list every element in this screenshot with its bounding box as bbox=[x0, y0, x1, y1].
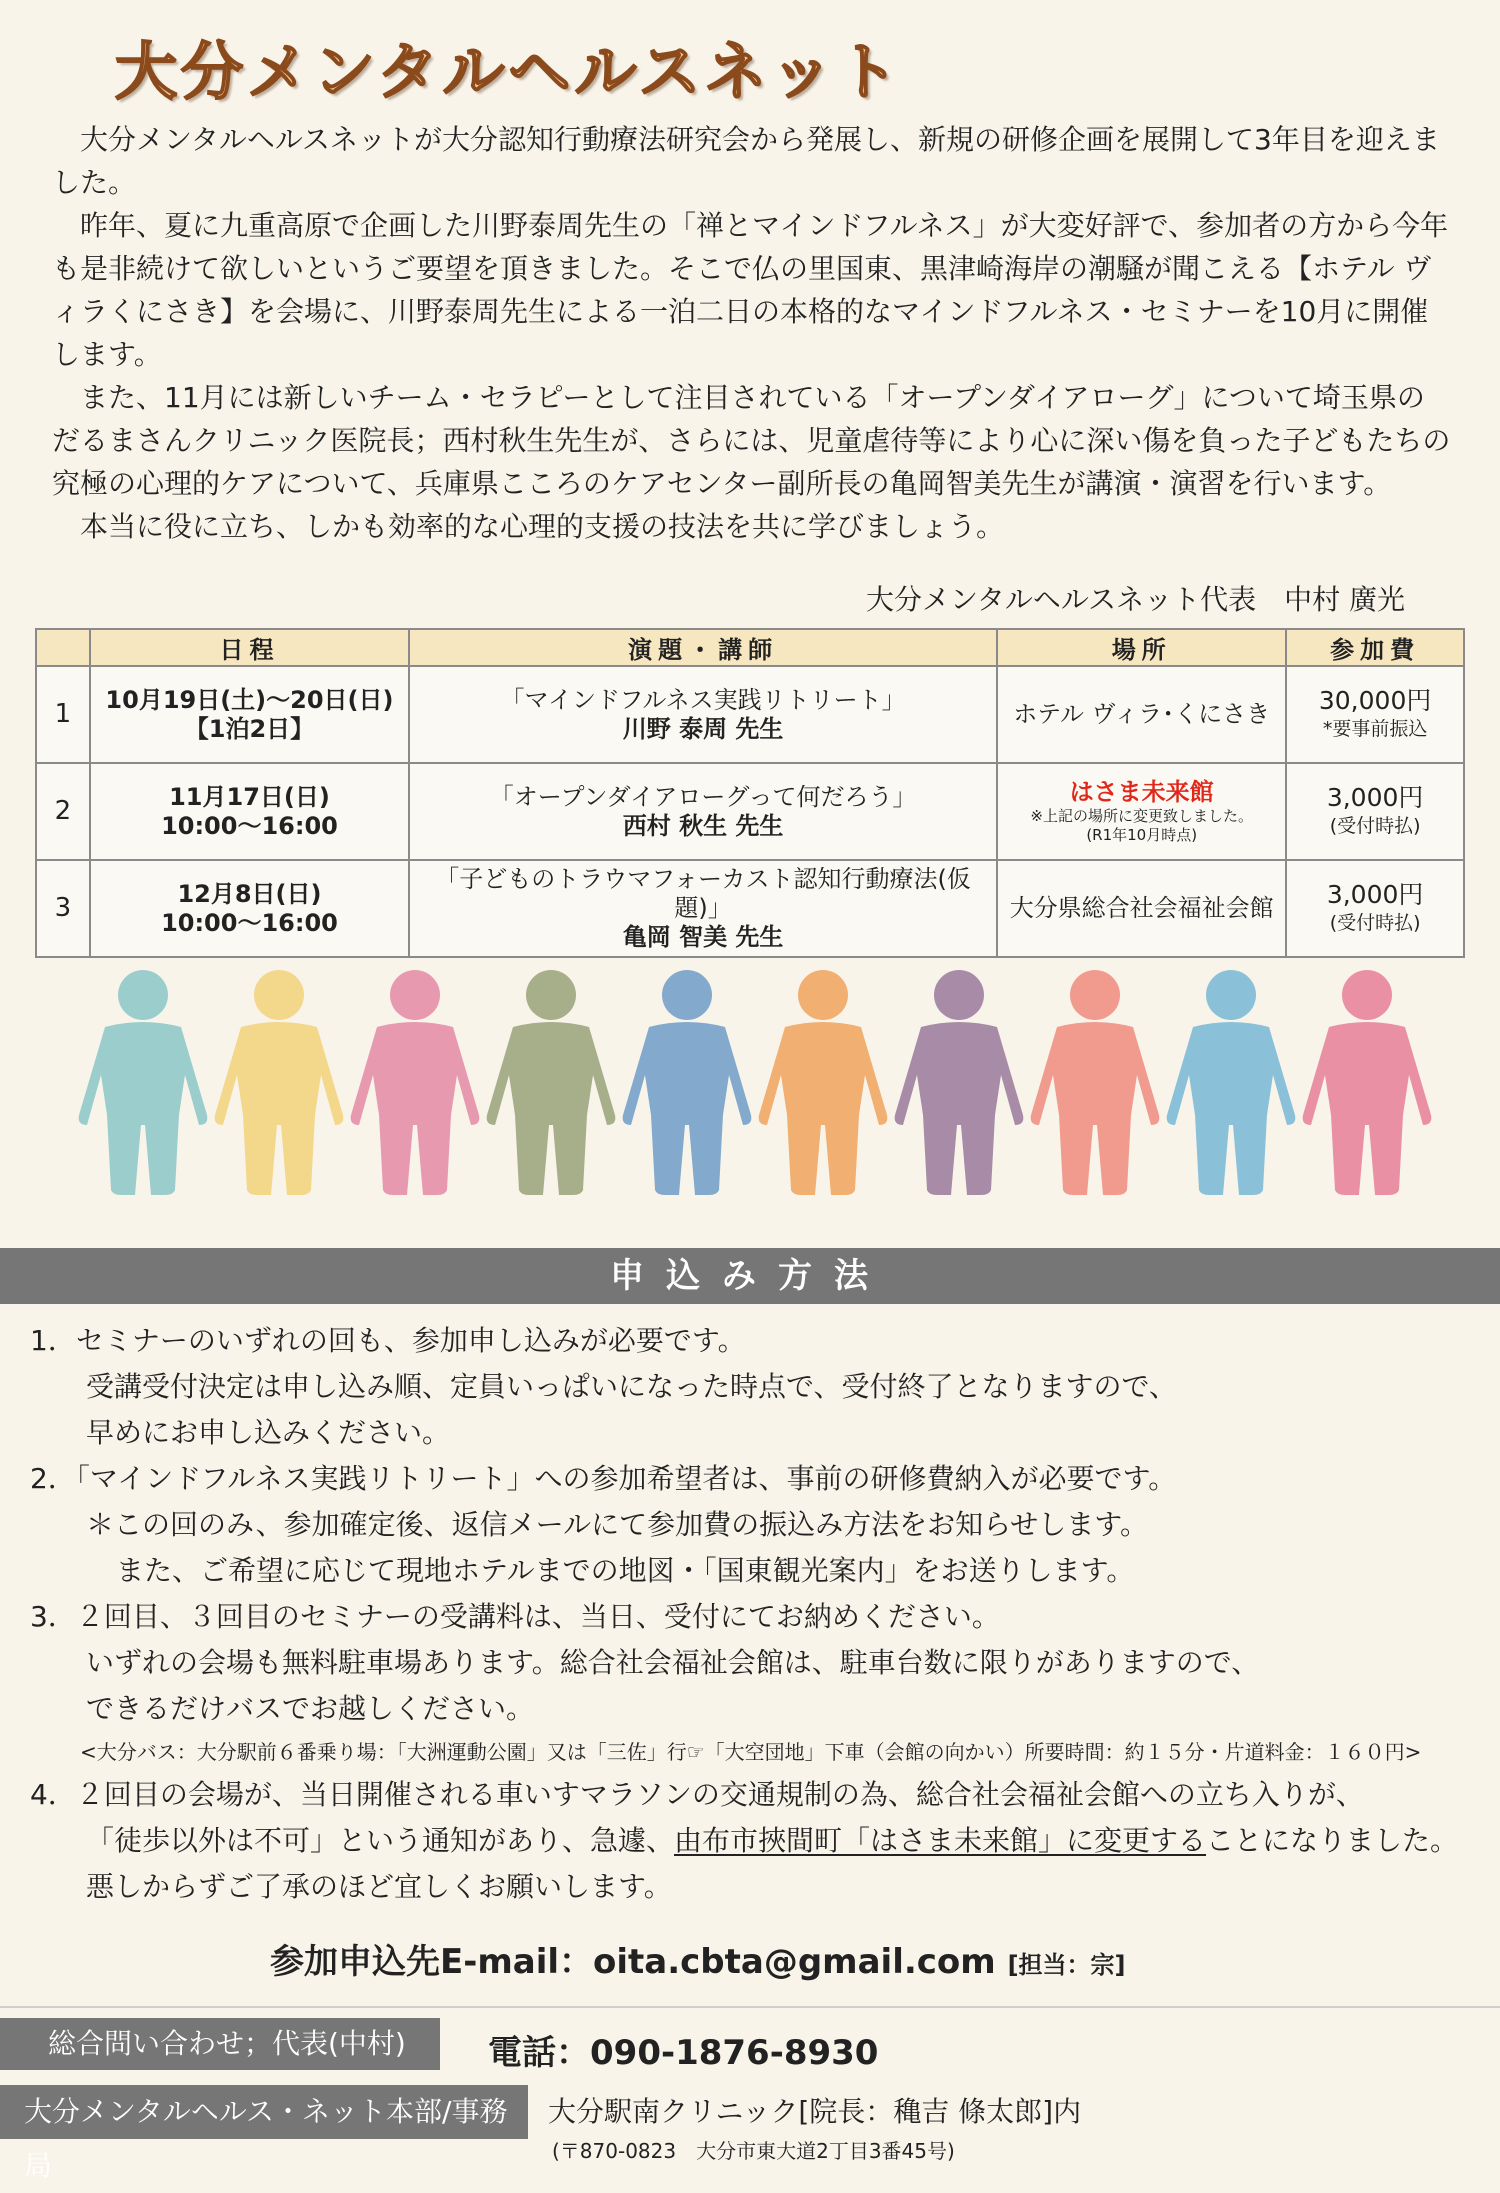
table-row bbox=[36, 763, 1464, 860]
row-venue bbox=[997, 763, 1286, 860]
postal-address: (〒870-0823 大分市東大道2丁目3番45号) bbox=[552, 2139, 955, 2163]
person-figure bbox=[759, 970, 888, 1195]
phone-number: 電話：090-1876-8930 bbox=[488, 2033, 879, 2073]
row-date bbox=[90, 666, 409, 763]
table-row bbox=[36, 860, 1464, 957]
application-instructions bbox=[30, 1318, 1480, 1910]
intro-paragraph: また、11月には新しいチーム・セラピーとして注目されている「オープンダイアローグ」について埼玉県のだるまさんクリニック医院長；西村秋生先生が、さらには、児童虐待等により心に深い傷を負った子どもたちの究極の心理的ケアについて、兵庫県こころのケアセンター副所長の亀岡智美先生が講演・演習を行います。 bbox=[52, 381, 1451, 500]
instruction-line: 悪しからずご了承のほど宜しくお願いします。 bbox=[86, 1870, 672, 1903]
date-line: 10:00～16:00 bbox=[161, 908, 338, 937]
instruction-line bbox=[30, 1818, 1480, 1864]
date-line: 12月8日(日) bbox=[177, 879, 322, 908]
person-figure bbox=[351, 970, 480, 1195]
instruction-line: いずれの会場も無料駐車場あります。総合社会福祉会館は、駐車台数に限りがありますので、 bbox=[86, 1646, 1260, 1679]
row-fee bbox=[1286, 763, 1464, 860]
application-method-heading: 申込み方法 bbox=[0, 1248, 1500, 1304]
date-line: 11月17日(日) bbox=[169, 782, 330, 811]
date-line: 【1泊2日】 bbox=[184, 714, 315, 743]
person-figure bbox=[79, 970, 208, 1195]
instruction-item: 1．セミナーのいずれの回も、参加申し込みが必要です。 bbox=[30, 1324, 746, 1357]
topic-title: 「オープンダイアローグって何だろう」 bbox=[489, 782, 917, 811]
instruction-line: また、ご希望に応じて現地ホテルまでの地図・「国東観光案内」をお送りします。 bbox=[116, 1554, 1135, 1587]
email-label: 参加申込先E-mail： bbox=[270, 1942, 594, 1982]
speaker-name: 西村 秋生 先生 bbox=[622, 811, 784, 840]
row-num: 2 bbox=[36, 763, 90, 860]
row-date bbox=[90, 860, 409, 957]
instruction-item: 4．２回目の会場が、当日開催される車いすマラソンの交通規制の為、総合社会福祉会館への立ち入りが、 bbox=[30, 1778, 1364, 1811]
venue-change-note: ※上記の場所に変更致しました。 bbox=[1030, 807, 1253, 825]
instruction-item: 2．「マインドフルネス実践リトリート」への参加希望者は、事前の研修費納入が必要です。 bbox=[30, 1462, 1177, 1495]
row-topic bbox=[409, 860, 997, 957]
speaker-name: 亀岡 智美 先生 bbox=[622, 923, 784, 951]
venue-change-underlined: 由布市挾間町「はさま未来館」に変更する bbox=[674, 1824, 1207, 1857]
clinic-name: 大分駅南クリニック[院長：穐吉 條太郎]内 bbox=[548, 2095, 1082, 2128]
intro-paragraph: 大分メンタルヘルスネットが大分認知行動療法研究会から発展し、新規の研修企画を展開して3年目を迎えました。 bbox=[52, 123, 1440, 199]
person-figure bbox=[1167, 970, 1296, 1195]
fee-note: *要事前振込 bbox=[1322, 717, 1428, 740]
fee-amount: 3,000円 bbox=[1326, 782, 1424, 812]
bus-access-note: <大分バス：大分駅前６番乗り場：「大洲運動公園」又は「三佐」行☞「大空団地」下車（会館の向かい）所要時間：約１５分・片道料金：１６０円> bbox=[80, 1740, 1422, 1764]
date-line: 10月19日(土)～20日(日) bbox=[105, 685, 394, 714]
row-venue: ホテル ヴィラ･くにさき bbox=[997, 666, 1286, 763]
row-num: 3 bbox=[36, 860, 90, 957]
instruction-line: できるだけバスでお越しください。 bbox=[86, 1692, 535, 1725]
people-illustration bbox=[75, 965, 1435, 1195]
row-date bbox=[90, 763, 409, 860]
row-topic bbox=[409, 666, 997, 763]
row-venue: 大分県総合社会福祉会館 bbox=[997, 860, 1286, 957]
row-fee bbox=[1286, 860, 1464, 957]
person-figure bbox=[487, 970, 616, 1195]
header-date: 日程 bbox=[90, 629, 409, 666]
person-figure bbox=[895, 970, 1024, 1195]
intro-paragraph: 昨年、夏に九重高原で企画した川野泰周先生の「禅とマインドフルネス」が大変好評で、参加者の方から今年も是非続けて欲しいというご要望を頂きました。そこで仏の里国東、黒津崎海岸の潮騒が聞こえる【ホテル ヴィラくにさき】を会場に、川野泰周先生による一泊二日の本格的なマインドフルネス・セミナーを10月に開催します。 bbox=[52, 209, 1449, 371]
instruction-line: 受講受付決定は申し込み順、定員いっぱいになった時点で、受付終了となりますので、 bbox=[86, 1370, 1177, 1403]
topic-title: 「子どものトラウマフォーカスト認知行動療法(仮題)」 bbox=[435, 865, 971, 922]
table-header-row bbox=[36, 629, 1464, 666]
person-figure bbox=[1303, 970, 1432, 1195]
venue-name-changed: はさま未来館 bbox=[1069, 778, 1214, 806]
fee-amount: 3,000円 bbox=[1326, 879, 1424, 909]
person-figure bbox=[623, 970, 752, 1195]
intro-paragraph: 本当に役に立ち、しかも効率的な心理的支援の技法を共に学びましょう。 bbox=[80, 510, 1005, 543]
header-venue: 場所 bbox=[997, 629, 1286, 666]
page-title: 大分メンタルヘルスネット bbox=[115, 35, 903, 108]
row-num: 1 bbox=[36, 666, 90, 763]
schedule-table bbox=[35, 628, 1465, 958]
inquiry-label: 総合問い合わせ；代表(中村) bbox=[0, 2018, 440, 2070]
instruction-line: 早めにお申し込みください。 bbox=[86, 1416, 451, 1449]
person-figure bbox=[1031, 970, 1160, 1195]
divider bbox=[0, 2006, 1500, 2008]
row-fee bbox=[1286, 666, 1464, 763]
application-email bbox=[270, 1934, 1126, 1983]
office-label: 大分メンタルヘルス・ネット本部/事務局 bbox=[0, 2085, 528, 2139]
fee-note: (受付時払) bbox=[1329, 814, 1421, 837]
header-num bbox=[36, 629, 90, 666]
person-figure bbox=[215, 970, 344, 1195]
venue-change-date: (R1年10月時点) bbox=[1086, 826, 1198, 844]
signature: 大分メンタルヘルスネット代表 中村 廣光 bbox=[866, 583, 1405, 616]
row-topic bbox=[409, 763, 997, 860]
date-line: 10:00～16:00 bbox=[161, 811, 338, 840]
header-fee: 参加費 bbox=[1286, 629, 1464, 666]
table-row bbox=[36, 666, 1464, 763]
instruction-line: ＊この回のみ、参加確定後、返信メールにて参加費の振込み方法をお知らせします。 bbox=[86, 1508, 1149, 1541]
contact-person: [担当：宗] bbox=[1007, 1951, 1126, 1979]
fee-note: (受付時払) bbox=[1329, 911, 1421, 934]
topic-title: 「マインドフルネス実践リトリート」 bbox=[500, 685, 906, 714]
email-address[interactable]: oita.cbta@gmail.com bbox=[593, 1942, 996, 1982]
intro-text bbox=[52, 118, 1452, 548]
instruction-text: ことになりました。 bbox=[1206, 1824, 1459, 1857]
instruction-item: 3．２回目、３回目のセミナーの受講料は、当日、受付にてお納めください。 bbox=[30, 1600, 1000, 1633]
speaker-name: 川野 泰周 先生 bbox=[622, 714, 784, 743]
fee-amount: 30,000円 bbox=[1318, 685, 1432, 715]
instruction-text: 「徒歩以外は不可」という通知があり、急遽、 bbox=[86, 1824, 675, 1857]
header-topic: 演題・講師 bbox=[409, 629, 997, 666]
